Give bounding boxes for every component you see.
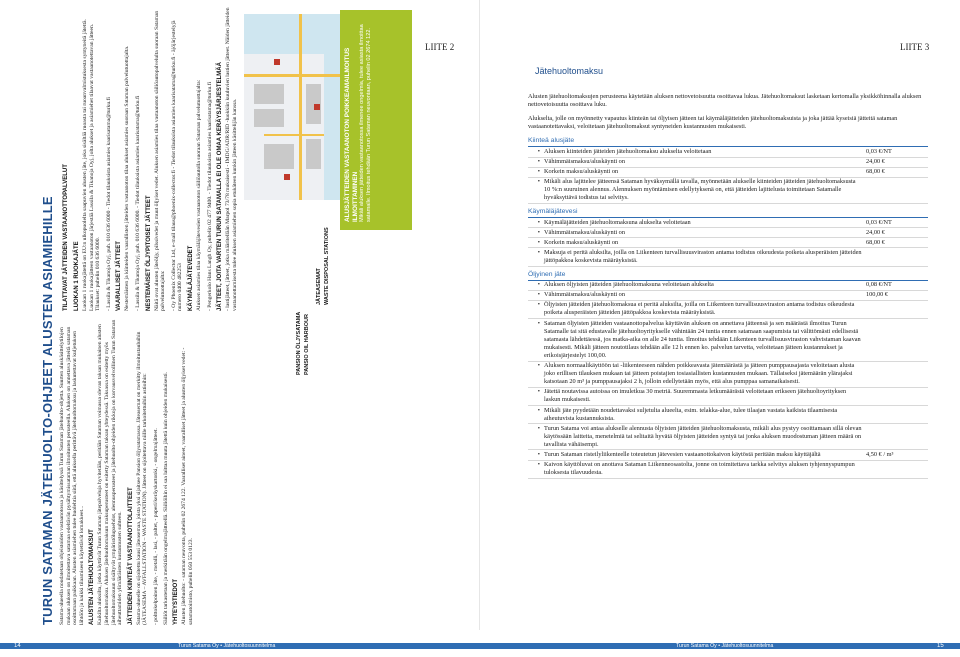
fee-section-title: Öljyinen jäte — [528, 270, 566, 278]
section-heading: VAARALLISET JÄTTEET — [116, 241, 123, 311]
fee-row-value: 0,03 €/NT — [866, 147, 892, 155]
section-heading: NESTEMÄISET ÖLJYPITOISET JÄTTEET — [145, 195, 152, 311]
fee-section-title: Käymäläjätevesi — [528, 208, 578, 216]
paragraph: - lastijätteet, jätteet, jotka määritellään Marpol 73/78 mukaisesti - IMDG/ADR/RID -luokkiin kuuluvien lastien jätteet. Näiden jätteiden vastaanottamisesta tulee aluksen asiamiehen sopia etukäteen kunkin jätteen käsittelijän kanssa. — [225, 7, 238, 311]
bullet-icon: • — [537, 218, 540, 226]
fee-row-text: Sataman öljyisten jätteiden vastaanottopalvelua käyttävän aluksen on annettava jätteensä ja sen määrästä ilmoitus Turun Satamalle tai sitä edustavalle jätehuoltoyritykselle vähintään 24 tuntia ennen satamaan saapumista tai välittömästi edellisestä satamasta lähdettäessä, jos matka-aika on alle 24 tuntia. Ilmoitus tehdään Liikenteen turvallisuusviraston vahvistaman kaavan mukaisesti. Mikäli jätteen noutotilaus tehdään alle 12 h ennen ko. palvelun tarvetta, veloitetaan jätteen kustannukset ja erikoisjärjestelyt 100,00. — [544, 319, 861, 359]
fee-row-text: Maksuja ei peritä aluksilta, joilla on Liikenteen turvallisuusviraston antama todistus oikeudesta poiketa alusperäisten jätteiden jättöpakkoa koskevista määräyksistä. — [544, 248, 862, 264]
fee-row — [528, 168, 928, 178]
footer-text-right: Turun Satama Oy • Jätehuoltosuunnitelma — [676, 643, 774, 649]
fee-row-value: 0,08 €/NT — [866, 281, 892, 289]
paragraph: Satama-alueella noudatetaan ohjeistoiden vastaanotossa ja käsittelyssä Turun Sataman jätehuolto-ohjetta. Suurten aluskäsittelytilojen mukaan aluksen on ilmoitettava satamaa edeltävän pysähtymissataman ilmoitusten perusteella. Aluksen on annettava jätteitä sataman osoittamaan paikkaan. Alusten asiamiehen tulee huolehtia siitä, että aluksella perittävä jätehuoltomaksu ja laskutettavat kuljetuksen lähtöön ja kaikki tilaamiseen käytettävät lomakkeet... — [59, 326, 85, 625]
fee-row-text: Aluksen öljyisten jätteiden jätehuoltomaksuna veloitetaan alukselta — [544, 281, 714, 289]
fee-row — [528, 178, 928, 204]
fee-row — [528, 228, 928, 238]
map-label-oil-harbour-en: PANSIO OIL HARBOUR — [304, 314, 310, 375]
fee-row-value: 24,00 € — [866, 158, 885, 166]
bullet-icon: • — [537, 281, 540, 289]
fee-row-value: 68,00 € — [866, 238, 885, 246]
bullet-icon: • — [537, 228, 540, 236]
fee-row-text: Turun Satama voi antaa alukselle alennusta öljyisten jätteiden jätehuoltomaksusta, mikäli alus pystyy osoittamaan sillä olevan käytössään laitteita, menetelmiä tai selitaitä hyvätä öljyisten jätteiden syntyä tai jonka aluksen muodostuman jätteen määrä on tavallista vähäisempi. — [544, 424, 862, 448]
fee-row — [528, 248, 928, 266]
text-column-1 — [59, 319, 242, 625]
fee-row — [528, 424, 928, 450]
section-heading: YHTEYSTIEDOT — [173, 578, 180, 625]
left-page-title: TURUN SATAMAN JÄTEHUOLTO-OHJEET ALUSTEN ASIAMIEHILLE — [40, 196, 55, 625]
bullet-icon: • — [537, 461, 540, 469]
bullet-icon: • — [537, 406, 540, 414]
fee-row-value: 4,50 € / m³ — [866, 450, 894, 458]
map-label-waste-stations-en: WASTE DISPOSAL STATIONS — [324, 227, 330, 305]
map-labels — [296, 225, 336, 375]
fee-row — [528, 319, 928, 361]
bullet-icon: • — [537, 291, 540, 299]
appendix-label-left: LIITE 2 — [425, 42, 455, 52]
bullet-icon: • — [537, 362, 540, 370]
section-heading: JÄTTEET, JOITA VARTEN TURUN SATAMALLA EI OLE OMAA KERÄYSJÄRJESTELMÄÄ — [217, 62, 224, 311]
bullet-icon: • — [537, 238, 540, 246]
bullet-icon: • — [537, 301, 540, 309]
list-block: - Lassila & Tikanoja Oyj, puh. 010 636 6000 - Tiedot tilauksista asiamies kaarisatama@turku.fi — [105, 97, 112, 311]
deviation-notice-content — [344, 22, 373, 222]
page-number-right: 15 — [937, 643, 944, 649]
fee-row — [528, 146, 928, 157]
fee-row — [528, 450, 928, 460]
fee-row-text: Aluksen normaalikäyttöön tai -liikenteeseen nähden poikkeavasta jätemäärästä ja jätteen pumppausajasta veloitetaan alusta joko erillisen tilauksen mukaan tai jätteen poistajien tosiasiallisten kustannusten mukaan. Tällaiseksi jätemäärän ylärajaksi katsotaan 20 m³ ja pumppausajaksi 2 h, jolloin edellytetään myös, että alus pumppaa samanaikaisesti. — [544, 362, 855, 386]
bullet-icon: • — [537, 147, 540, 155]
right-page-body — [528, 93, 928, 479]
fee-row — [528, 406, 928, 424]
bullet-icon: • — [537, 248, 540, 256]
fee-row-text: Vähimmäismaksu/aluskäynti on — [544, 228, 625, 236]
bullet-icon: • — [537, 424, 540, 432]
fee-section-title: Kiinteä alusjäte — [528, 137, 575, 145]
fee-row-text: Öljyisten jätteiden jätehuoltomaksua ei peritä aluksilta, joilla on Liikenteen turvallisuusviraston antama todistus oikeudesta poiketa alusperäisten jätteiden jättöpakkoa koskevista määräyksistä. — [544, 301, 855, 317]
paragraph: Luokan 1 ruokajätettä on EU:n ulkopuolelta saapuvien alusten jäte, joka sisältää ruoasta tai ruoanvalmistuksesta syntyneitä jätettä. Luokan 1 ruokajätteen vastaanoton järjestää Lassila & Tikanoja Oyj, jolta alukset ja asiamiehet tilaavat vastaanotettavan jätteen. Tilaukset: puhelin 010 636 6000. — [82, 19, 102, 311]
fee-row — [528, 388, 928, 406]
fee-row — [528, 280, 928, 291]
fee-row-text: Käymäläjätteiden jätehuoltomaksuna alukselta veloitetaan — [544, 218, 691, 226]
fee-row — [528, 461, 928, 479]
fee-row-value: 0,03 €/NT — [866, 218, 892, 226]
fee-sections — [528, 137, 928, 478]
paragraph: Nestemäisten ja kiinteiden vaarallisten jätteiden vastaanoton tilaa alukset asiamies suoraan Sataman palvelutuottajalta. — [124, 45, 131, 311]
paragraph: Aluksen asiamies tilaa käymäläjätevesien vastaanoton säiliöautolla suoraan Sataman palvelutuottajalta: — [195, 79, 202, 311]
page-number-left: 14 — [14, 643, 21, 649]
text-column-2 — [59, 5, 242, 311]
section-heading: KÄYMÄLÄJÄTEVEDET — [187, 245, 194, 311]
fee-row-value: 68,00 € — [866, 168, 885, 176]
paragraph: Satama-alueelle on sijoitettu kausi jäteasemaa, joista yksi sijaitsee Pansion öljysatamassa. Jäteasemat on merkitty ilmoitustauluihin (JÄTEASEMA – AVFALLSTATION – WASTE STATION). Jätteet on sijoitettava niille tarkoitettuihin astioihin: — [135, 331, 149, 625]
fee-row — [528, 301, 928, 319]
fee-row-text: Korkein maksu/aluskäynti on — [544, 168, 619, 176]
intro-paragraph-1: Alusten jätehuoltomaksujen perusteena käytetään aluksen nettovetoisuutta osoittavaa lukua. Jätehuoltomaksut lasketaan kertomalla yksikköhinnalla aluksen nettovetoisuutta osoittava luku. — [528, 93, 922, 109]
fee-row-text: Vähimmäismaksu/aluskäynti on — [544, 158, 625, 166]
list-block: - Oy Phoenix Collector Ltd, e-mail tilaus@phoenix-collector.fi - Tiedot tilauksista asiamies kaarisatama@turku.fi - äjöjärjestelyjä numero 0400 482253 — [170, 20, 184, 311]
bullet-icon: • — [537, 178, 540, 186]
fee-row — [528, 158, 928, 168]
fee-row-text: Korkein maksu/aluskäynti on — [544, 238, 619, 246]
fee-row-text: Vähimmäismaksu/aluskäynti on — [544, 291, 625, 299]
paragraph: Kaikilta aluksilta, jotka käyttävät Turun Sataman jätepalveluja hyvitetään, peritään Sataman voimassa olevan taksan mukainen alusten jätehuoltomaksu. Aluksen jätehuoltomaksun maksuperusteet on esitetty Sataman taksan yhteydessä. Taksassa on esitetty myös jätehuoltomaksuun sisältyvät ympäristölupaehdot, alennusperusteet ja jätehuolto-ohjeiden rikkoja on korvausvelvollinen Turun Sataman aiheuttamiden ylimääräisten kustannusten suhteen. — [97, 319, 124, 625]
deviation-notice-box — [340, 10, 412, 230]
deviation-notice-text: Mikäli aluksen jätteiden vastaanotossa ilmenee ongelmia, tulee asiasta ilmoittaa satamalle. Ilmoitus tehdään Turun Sataman neuvontaan, puhelin 02 2674 122. — [359, 24, 372, 222]
right-page-title: Jätehuoltomaksu — [535, 66, 604, 76]
bullet-icon: • — [537, 388, 540, 396]
fee-row-text: Turun Sataman risteilyliikenteelle toteutetun jätevesien vastaanottokaivon käytöstä peritään maksu käyttäjältä — [544, 450, 821, 458]
bullet-icon: • — [537, 450, 540, 458]
appendix-label-right: LIITE 3 — [900, 42, 930, 52]
paragraph: Näitä ovat alusten jäteöljy, pilssivedet ja muut öljyiset vedet. Aluksen asiamies tilaa vastaanoton säiliöautopalvelulta suoraan Sataman palvelutuottajalta: — [153, 10, 167, 311]
intro-paragraph-2: Alukselta, jolle on myönnetty vapautus kiinteän tai öljyisen jätteen tai käymäläjätteiden jätehuoltomaksuista ja joka jättää kyseisiä jätteitä sataman vastaanotettavaksi, veloitetaan jätehuoltomaksut syntyneiden kustannusten mukaisesti. — [528, 115, 898, 131]
bullet-icon: • — [537, 158, 540, 166]
fee-row — [528, 217, 928, 228]
fee-row-text: Mikäli jäte pyydetään noudettavaksi suljetulta alueelta, esim. telakka-alue, tulee tilaajan vastata kaikista tilaamisesta aiheutuvista kustannuksista. — [544, 406, 838, 422]
fee-row — [528, 238, 928, 248]
fee-row — [528, 362, 928, 388]
footer-bar — [0, 643, 960, 649]
map-label-waste-stations-fi: JÄTEASEMAT — [316, 268, 322, 305]
section-heading: TILATTAVAT JÄTTEIDEN VASTAANOTTOPALVELUT — [63, 164, 69, 311]
footer-text-left: Turun Satama Oy • Jätehuoltosuunnitelma — [178, 643, 276, 649]
list-block: - Lassila & Tikanoja Oyj, puh. 010 636 6000. - Tiedot tilauksista asiamies kaarisatama@turku.fi — [134, 95, 141, 311]
fee-row-value: 100,00 € — [866, 291, 889, 299]
fee-row-text: Jätettä noutavissa autoissa on imuletkua 30 metriä. Suuremmasta letkumäärästä veloitetaan erikseen jätehuoltoyrityksen laskun mukaisesti. — [544, 388, 847, 404]
fee-row-text: Mikäli alus lajittelee jätteensä Sataman hyväksymällä tavalla, myönnetään alukselle kiinteiden jätteiden jätehuoltomaksusta 10 %:n suuruinen alennus. Alennuksen myöntämisen edellytyksenä on, että jätteiden lajittelusta toimitetaan Satamalle hyväksyttävä todistus tai selvitys. — [544, 178, 856, 202]
fee-row-text: Aluksen kiinteiden jätteiden jätehuoltomaksu alukselta veloitetaan — [544, 147, 712, 155]
map-label-oil-harbour-fi: PANSION ÖLJYSATAMA — [296, 311, 302, 375]
list-block: - polttokelpoinen jäte, - metalli, - lasi, - paltet, - paperi/keräyskartonki, - ongelmajätteet. — [152, 428, 159, 625]
fee-row — [528, 291, 928, 301]
section-heading: ALUSTEN JÄTEHUOLTOMAKSUT — [89, 529, 96, 625]
bullet-icon: • — [537, 168, 540, 176]
list-block: - Pengerkolo Hans Langh Oy, puhelin 02 477 9400. - Tiedot tilauksista asiamies kaarisatama@turku.fi — [206, 81, 213, 311]
bullet-icon: • — [537, 319, 540, 327]
section-heading: JÄTTEIDEN KIINTEÄT VASTAANOTTOLAITTEET — [127, 487, 134, 625]
paragraph: Säiliöt tarkastetaan ja merkitään ongelmajätteellä. Säiliöihin ei saa laittaa muuta jätettä kuin ohjeiden mukaisesti. — [162, 371, 169, 625]
fee-row-value: 24,00 € — [866, 228, 885, 236]
fee-row-text: Kaivon käyttöluvat on anottava Sataman Liikenneosastolta, jonne on toimitettava tarkka selvitys aluksen tyhjennyspumpun tuloksesta tilavuudesta. — [544, 461, 855, 477]
deviation-notice-title: ALUSJÄTTEIDEN VASTAANOTON POIKKEAMAILMOITUS ILMOITTAMINEN — [344, 47, 359, 222]
section-heading: LUOKAN 1 RUOKAJÄTE — [74, 241, 80, 311]
paragraph: Alusten jätehuolto: - sataman neuvonta, puhelin 02 2674 122. Vaaralliset aineet, vaaralliset jätteet ja alusten öljyiset vedet: - satamatoimisto, puhelin 050 553 0123. — [181, 347, 194, 625]
